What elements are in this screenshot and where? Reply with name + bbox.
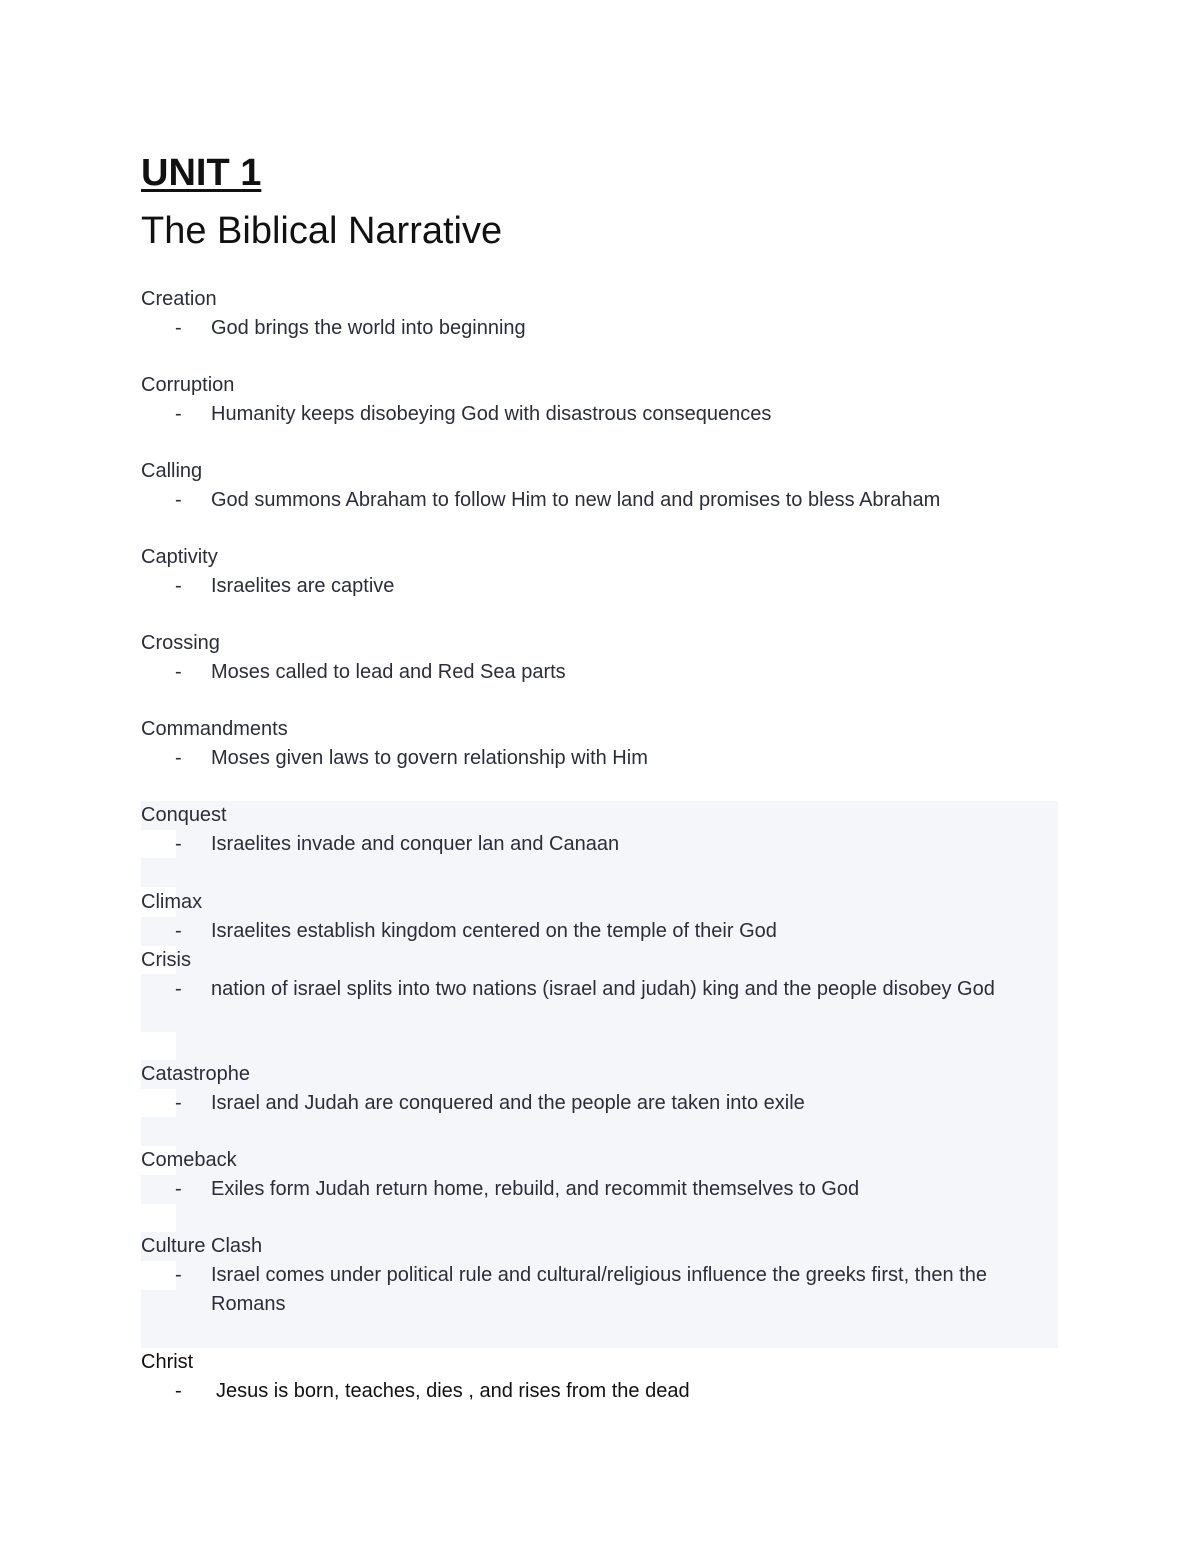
- bullet-text: God summons Abraham to follow Him to new land and promises to bless Abraham: [211, 489, 941, 511]
- bullet-item: [141, 917, 1061, 946]
- section-climax: [141, 888, 1061, 946]
- section-comeback: [141, 1146, 1061, 1204]
- bullet-item: [141, 1089, 1061, 1118]
- bullet-item: [141, 572, 1061, 601]
- bullet-dash: -: [175, 920, 182, 942]
- bullet-dash: -: [175, 747, 182, 769]
- section-heading: Comeback: [141, 1149, 237, 1171]
- bullet-text: nation of israel splits into two nations (israel and judah) king and the people disobey God: [211, 978, 995, 1000]
- section-heading: Creation: [141, 288, 217, 310]
- bullet-item: [141, 1175, 1061, 1204]
- bullet-item: [141, 314, 1061, 343]
- section-crisis: [141, 946, 1061, 1004]
- highlight-strip: [141, 858, 176, 887]
- bullet-item: [141, 1261, 1061, 1319]
- bullet-dash: -: [175, 403, 182, 425]
- section-crossing: [141, 629, 1061, 687]
- bullet-dash: -: [175, 489, 182, 511]
- bullet-text: Humanity keeps disobeying God with disastrous consequences: [211, 403, 772, 425]
- bullet-text: Israel comes under political rule and cultural/religious influence the greeks first, then the Romans: [211, 1264, 987, 1315]
- bullet-item: [141, 1377, 1061, 1406]
- unit-title: UNIT 1: [141, 152, 262, 194]
- section-heading: Calling: [141, 460, 203, 482]
- bullet-text: God brings the world into beginning: [211, 317, 526, 339]
- bullet-item: [141, 744, 1061, 773]
- section-catastrophe: [141, 1060, 1061, 1118]
- bullet-dash: -: [175, 575, 182, 597]
- section-heading: Corruption: [141, 374, 235, 396]
- section-captivity: [141, 543, 1061, 601]
- section-heading: Crisis: [141, 949, 191, 971]
- section-commandments: [141, 715, 1061, 773]
- document-subtitle: The Biblical Narrative: [141, 210, 503, 252]
- section-heading: Conquest: [141, 804, 227, 826]
- bullet-dash: -: [175, 833, 182, 855]
- bullet-dash: -: [175, 317, 182, 339]
- bullet-dash: -: [175, 661, 182, 683]
- section-heading: Climax: [141, 891, 203, 913]
- bullet-text: Exiles form Judah return home, rebuild, and recommit themselves to God: [211, 1178, 860, 1200]
- bullet-dash: -: [175, 1092, 182, 1114]
- section-heading: Crossing: [141, 632, 220, 654]
- bullet-dash: -: [175, 1264, 182, 1286]
- highlight-strip: [141, 1117, 176, 1146]
- section-heading: Captivity: [141, 546, 218, 568]
- bullet-item: [141, 486, 1061, 515]
- section-conquest: [141, 801, 1061, 859]
- bullet-text: Israel and Judah are conquered and the people are taken into exile: [211, 1092, 805, 1114]
- bullet-dash: -: [175, 1380, 182, 1402]
- bullet-text: Israelites establish kingdom centered on the temple of their God: [211, 920, 777, 942]
- bullet-dash: -: [175, 1178, 182, 1200]
- bullet-text: Israelites are captive: [211, 575, 395, 597]
- bullet-item: [141, 400, 1061, 429]
- section-creation: [141, 285, 1061, 343]
- section-heading: Commandments: [141, 718, 288, 740]
- bullet-dash: -: [175, 978, 182, 1000]
- bullet-item: [141, 830, 1061, 859]
- bullet-item: [141, 658, 1061, 687]
- section-heading: Catastrophe: [141, 1063, 250, 1085]
- section-heading: Culture Clash: [141, 1235, 263, 1257]
- section-calling: [141, 457, 1061, 515]
- bullet-text: Moses called to lead and Red Sea parts: [211, 661, 566, 683]
- section-culture-clash: [141, 1232, 1061, 1319]
- bullet-text: Jesus is born, teaches, dies , and rises from the dead: [216, 1380, 690, 1402]
- bullet-item: [141, 975, 1061, 1004]
- section-heading: Christ: [141, 1351, 194, 1373]
- bullet-text: Israelites invade and conquer lan and Canaan: [211, 833, 620, 855]
- section-christ: [141, 1348, 1061, 1406]
- bullet-text: Moses given laws to govern relationship with Him: [211, 747, 648, 769]
- section-corruption: [141, 371, 1061, 429]
